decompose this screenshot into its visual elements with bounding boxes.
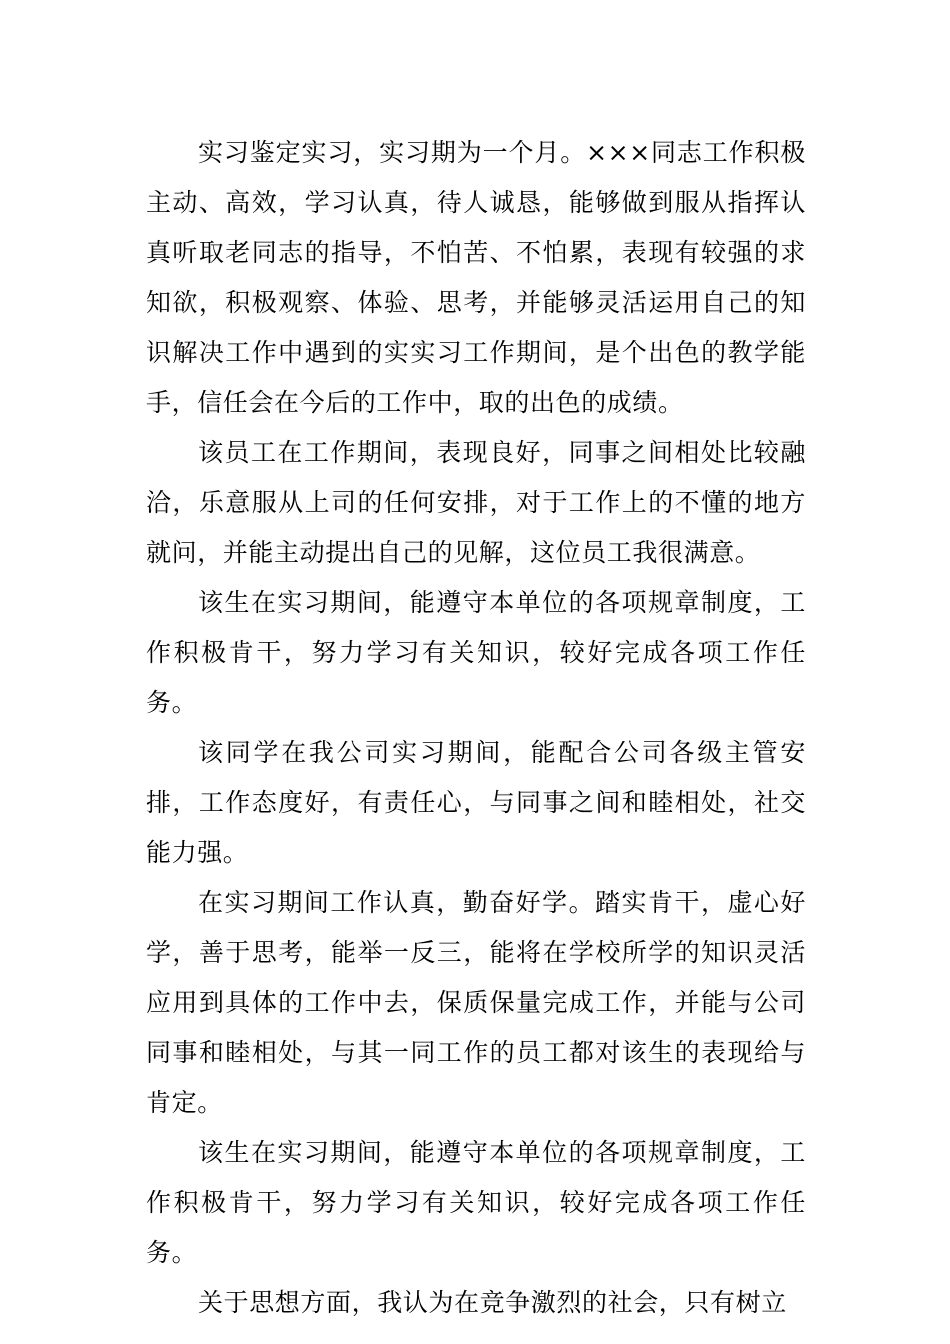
paragraph-6: 该生在实习期间，能遵守本单位的各项规章制度，工作积极肯干，努力学习有关知识，较好完成各项工作任务。 — [146, 1138, 806, 1267]
paragraph-1: 实习鉴定实习，实习期为一个月。×××同志工作积极主动、高效，学习认真，待人诚恳，能够做到服从指挥认真听取老同志的指导，不怕苦、不怕累，表现有较强的求知欲，积极观察、体验、思考，并能够灵活运用自己的知识解决工作中遇到的实实习工作期间，是个出色的教学能手，信任会在今后的工作中，取的出色的成绩。 — [146, 138, 806, 417]
paragraph-4: 该同学在我公司实习期间，能配合公司各级主管安排，工作态度好，有责任心，与同事之间和睦相处，社交能力强。 — [146, 738, 806, 867]
paragraph-5: 在实习期间工作认真，勤奋好学。踏实肯干，虚心好学，善于思考，能举一反三，能将在学校所学的知识灵活应用到具体的工作中去，保质保量完成工作，并能与公司同事和睦相处，与其一同工作的员工都对该生的表现给与肯定。 — [146, 888, 806, 1117]
paragraph-3: 该生在实习期间，能遵守本单位的各项规章制度，工作积极肯干，努力学习有关知识，较好完成各项工作任务。 — [146, 588, 806, 717]
paragraph-2: 该员工在工作期间，表现良好，同事之间相处比较融洽，乐意服从上司的任何安排，对于工作上的不懂的地方就问，并能主动提出自己的见解，这位员工我很满意。 — [146, 438, 806, 567]
document-page — [146, 128, 806, 1328]
paragraph-7: 关于思想方面，我认为在竞争激烈的社会，只有树立 — [198, 1288, 787, 1317]
